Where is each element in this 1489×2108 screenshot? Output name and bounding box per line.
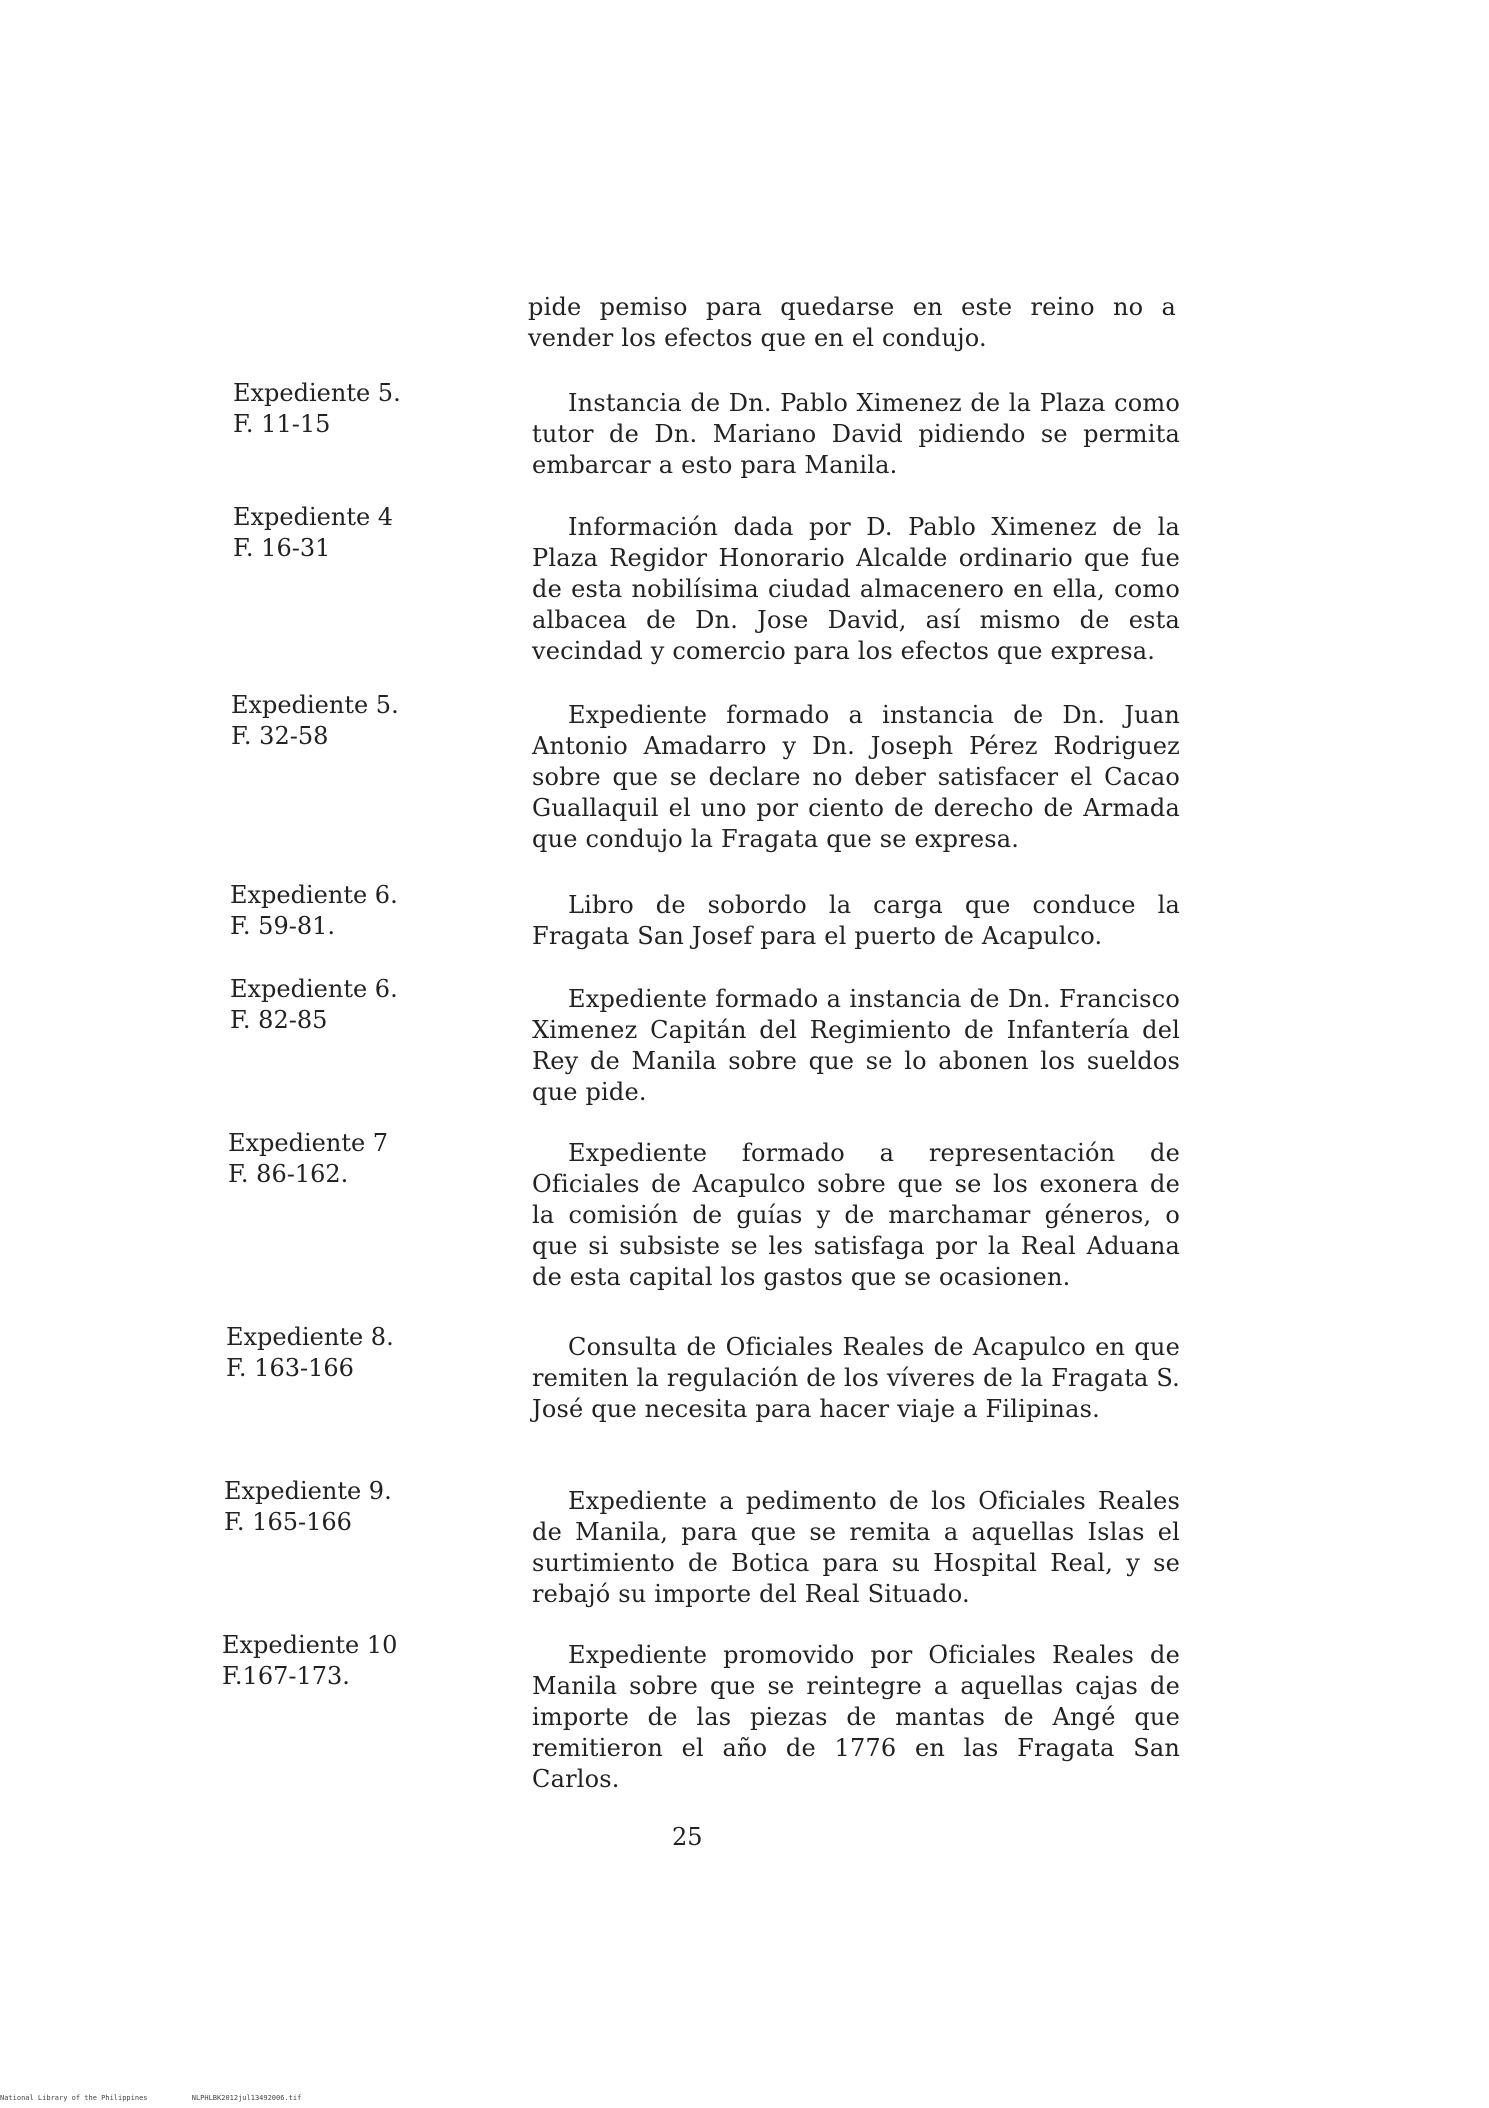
- footer-library: National Library of the Philippines: [0, 2094, 148, 2102]
- continuation-paragraph: pide pemiso para quedarse en este reino no a vender los efectos que en el condujo.: [528, 293, 1176, 352]
- folio-label: F. 82-85: [230, 1006, 328, 1034]
- entry-reference: [226, 1322, 394, 1384]
- entry-description: Expediente formado a representación de Oficiales de Acapulco sobre que se los exonera de la comisión de guías y de marchamar géneros, o que si subsiste se les satisfaga por la Real Aduana de esta capital los gastos que se ocasionen.: [532, 1139, 1180, 1291]
- folio-label: F. 32-58: [231, 722, 329, 750]
- folio-label: F. 16-31: [233, 534, 331, 562]
- entry-description: Instancia de Dn. Pablo Ximenez de la Plaza como tutor de Dn. Mariano David pidiendo se permita embarcar a esto para Manila.: [532, 389, 1180, 479]
- entry-description: Libro de sobordo la carga que conduce la Fragata San Josef para el puerto de Acapulco.: [532, 891, 1180, 950]
- entry-description: Expediente formado a instancia de Dn. Francisco Ximenez Capitán del Regimiento de Infantería del Rey de Manila sobre que se lo abonen los sueldos que pide.: [532, 985, 1180, 1106]
- folio-label: F. 86-162.: [228, 1160, 349, 1188]
- page-number: 25: [672, 1823, 703, 1851]
- entry-description: Expediente formado a instancia de Dn. Juan Antonio Amadarro y Dn. Joseph Pérez Rodriguez sobre que se declare no deber satisfacer el Cacao Guallaquil el uno por ciento de derecho de Armada que condujo la Fragata que se expresa.: [532, 701, 1180, 853]
- expediente-label: Expediente 4: [233, 503, 394, 531]
- expediente-label: Expediente 5.: [233, 379, 401, 407]
- folio-label: F. 163-166: [226, 1354, 354, 1382]
- folio-label: F. 11-15: [233, 410, 331, 438]
- scan-footer: [0, 2094, 341, 2102]
- folio-label: F. 165-166: [224, 1508, 352, 1536]
- expediente-label: Expediente 6.: [230, 975, 398, 1003]
- entry-description: Expediente a pedimento de los Oficiales Reales de Manila, para que se remita a aquellas Islas el surtimiento de Botica para su Hospital Real, y se rebajó su importe del Real Situado.: [532, 1487, 1180, 1608]
- entry-reference: [230, 974, 398, 1036]
- entry-description: Consulta de Oficiales Reales de Acapulco en que remiten la regulación de los víveres de la Fragata S. José que necesita para hacer viaje a Filipinas.: [532, 1333, 1180, 1423]
- entry-reference: [231, 690, 399, 752]
- expediente-label: Expediente 8.: [226, 1323, 394, 1351]
- entry-reference: [222, 1630, 397, 1692]
- entry-reference: [233, 502, 393, 564]
- expediente-label: Expediente 9.: [224, 1477, 392, 1505]
- footer-filename: NLPHLBK2012jul13492006.tif: [191, 2094, 302, 2102]
- entry-reference: [230, 880, 398, 942]
- folio-label: F. 59-81.: [230, 912, 335, 940]
- entry-description: Información dada por D. Pablo Ximenez de la Plaza Regidor Honorario Alcalde ordinario que fue de esta nobilísima ciudad almacenero en ella, como albacea de Dn. Jose David, así mismo de esta vecindad y comercio para los efectos que expresa.: [532, 513, 1180, 665]
- expediente-label: Expediente 6.: [230, 881, 398, 909]
- expediente-label: Expediente 5.: [231, 691, 399, 719]
- entry-reference: [233, 378, 401, 440]
- folio-label: F.167-173.: [222, 1662, 350, 1690]
- entry-reference: [228, 1128, 388, 1190]
- entry-reference: [224, 1476, 392, 1538]
- expediente-label: Expediente 7: [228, 1129, 389, 1157]
- entry-description: Expediente promovido por Oficiales Reales de Manila sobre que se reintegre a aquellas cajas de importe de las piezas de mantas de Angé que remitieron el año de 1776 en las Fragata San Carlos.: [532, 1641, 1180, 1793]
- expediente-label: Expediente 10: [222, 1631, 398, 1659]
